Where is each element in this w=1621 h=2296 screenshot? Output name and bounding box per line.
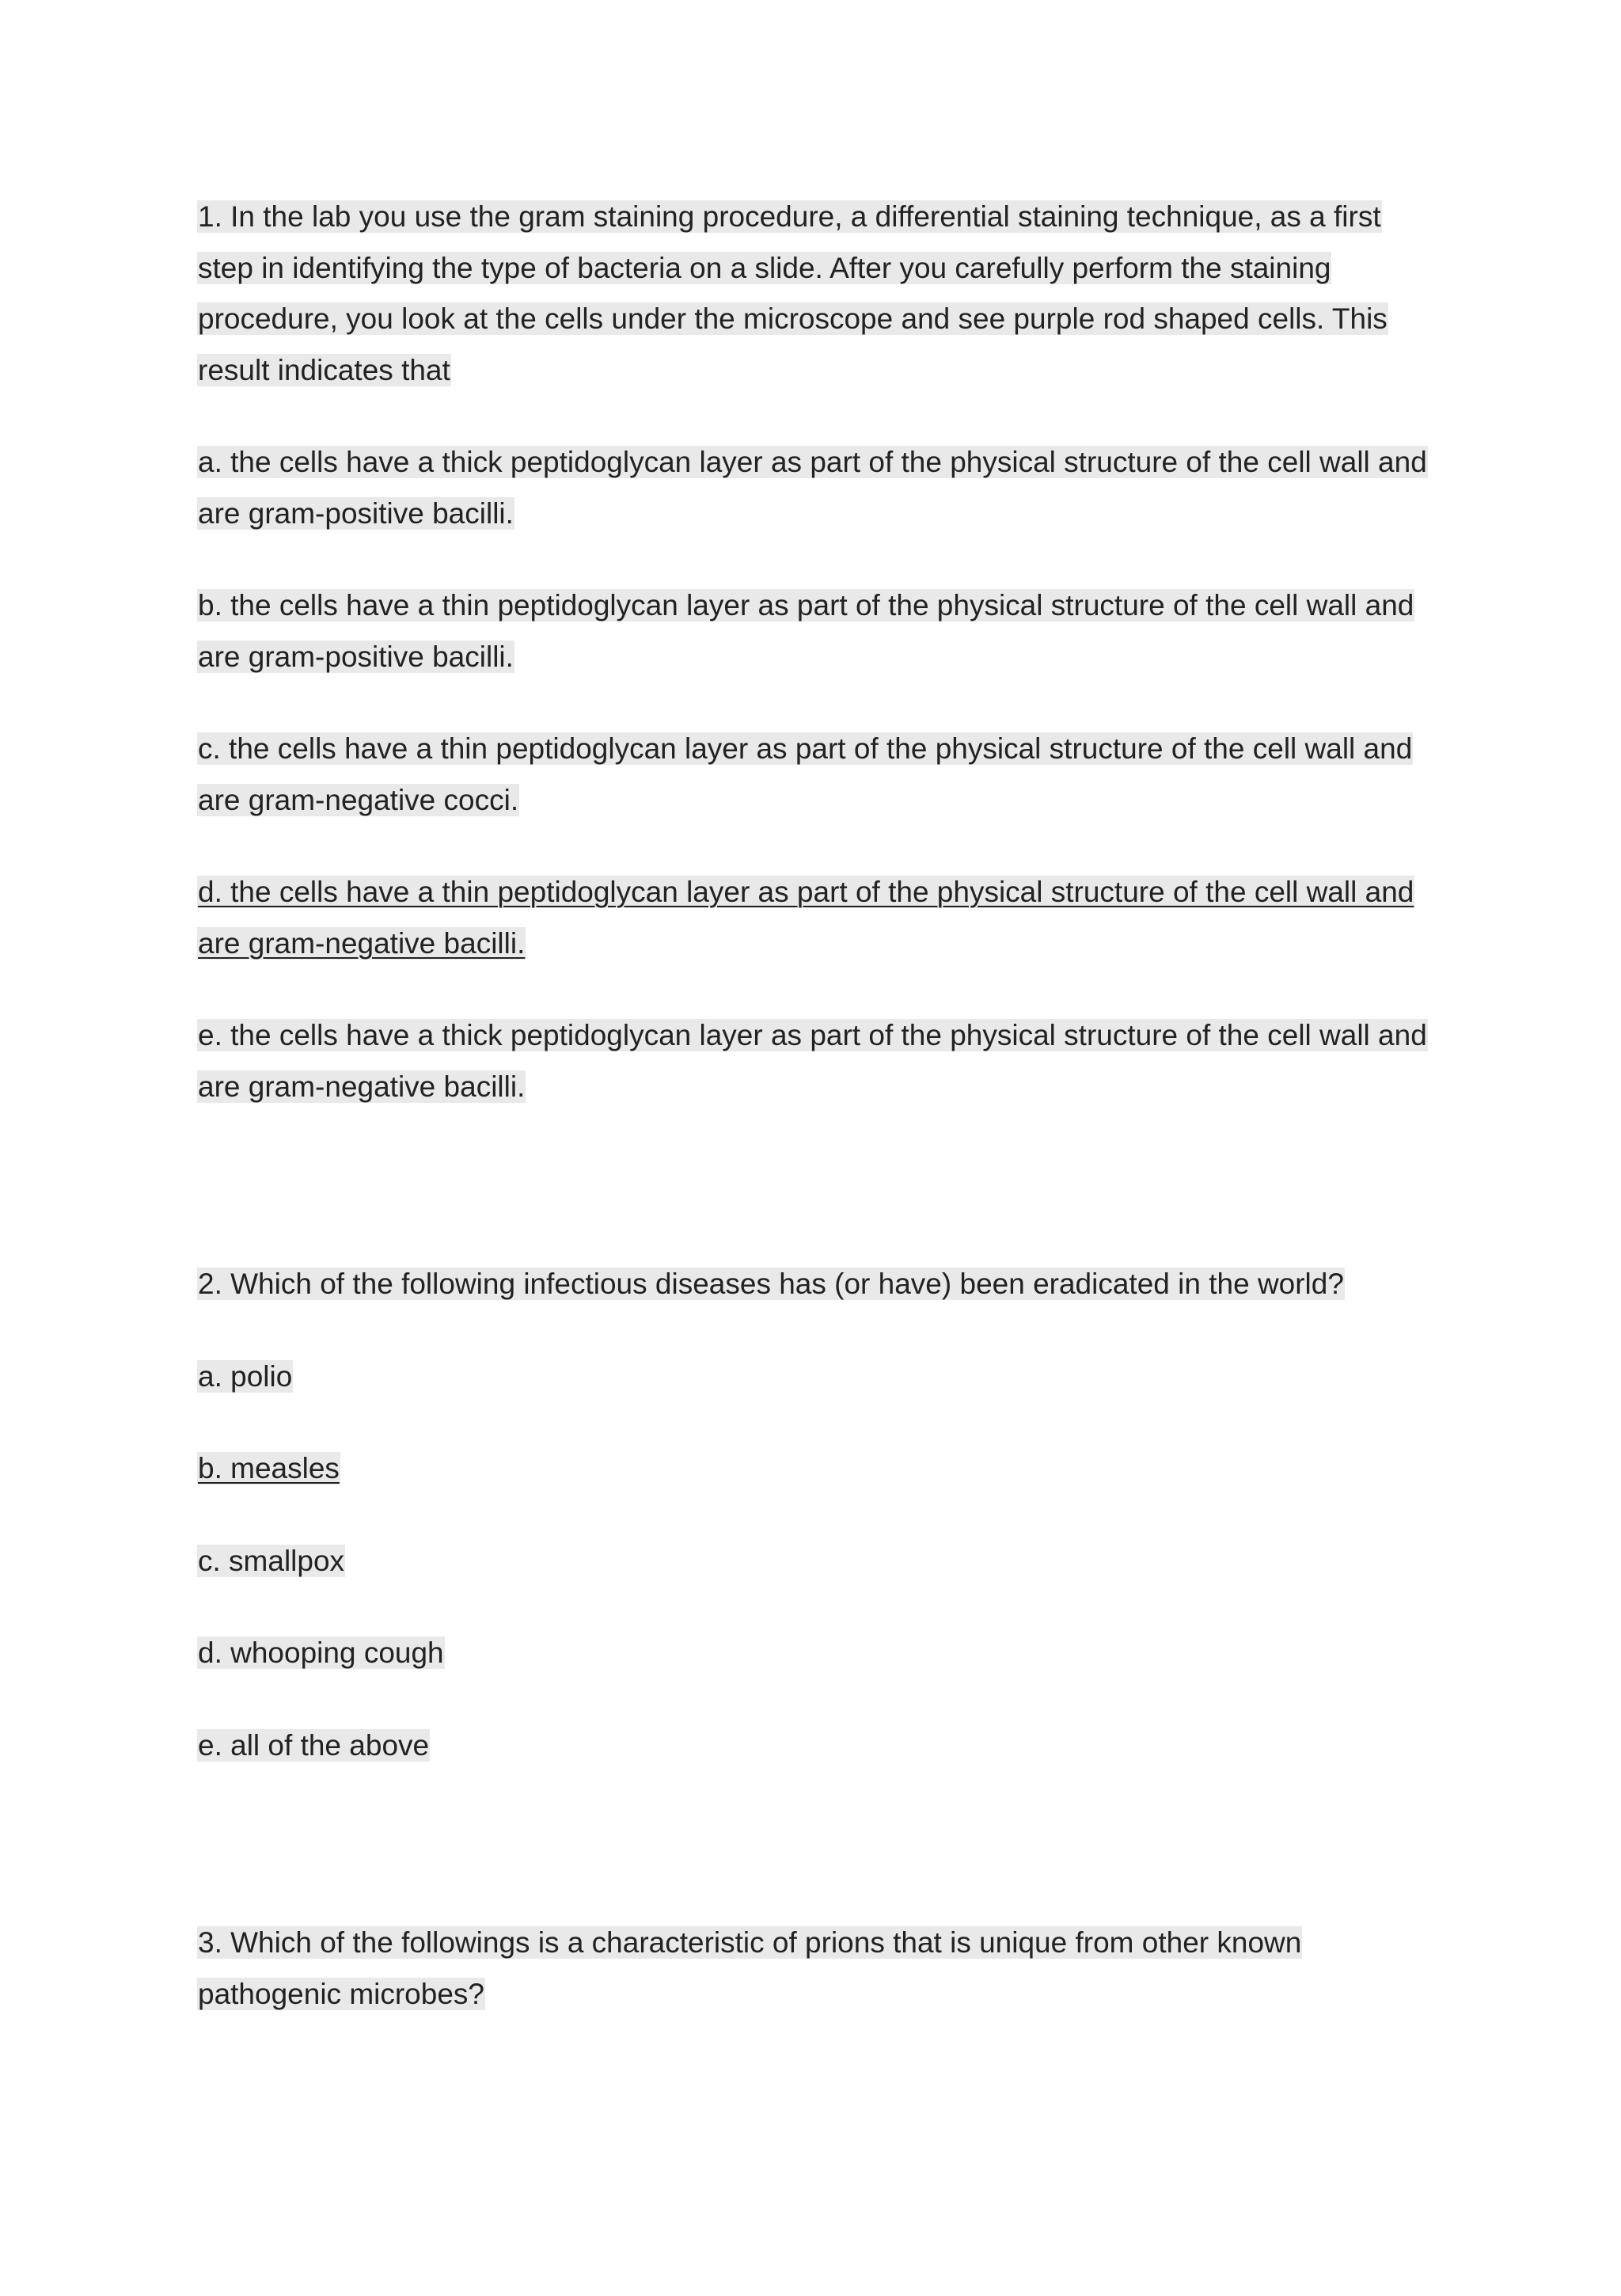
- question-2-option-e: [197, 1720, 1440, 1772]
- question-3-stem-text: 3. Which of the followings is a characteristic of prions that is unique from other known pathogenic microbes?: [198, 1926, 1302, 2010]
- question-2-option-a: [197, 1351, 1440, 1403]
- question-1-stem: [197, 192, 1440, 396]
- option-text: a. the cells have a thick peptidoglycan layer as part of the physical structure of the cell wall and are gram-positive bacilli.: [198, 446, 1427, 530]
- question-2-option-d: [197, 1628, 1440, 1679]
- question-1-stem-text: 1. In the lab you use the gram staining procedure, a differential staining technique, as a first step in identifying the type of bacteria on a slide. After you carefully perform the staining procedure, you look at the cells under the microscope and see purple rod shaped cells. This result indicates that: [198, 200, 1388, 386]
- underlined-answer-text: d. the cells have a thin peptidoglycan layer as part of the physical structure of the cell wall and are gram-negative bacilli.: [198, 876, 1414, 960]
- question-2-stem: [197, 1259, 1440, 1310]
- document-page: [197, 192, 1440, 2020]
- question-2-option-c: [197, 1536, 1440, 1587]
- question-1-option-d-answer: [197, 867, 1440, 969]
- question-1-option-c: [197, 724, 1440, 826]
- question-1-option-a: [197, 437, 1440, 539]
- option-text: b. the cells have a thin peptidoglycan layer as part of the physical structure of the cell wall and are gram-positive bacilli.: [198, 589, 1414, 673]
- option-text: d. whooping cough: [198, 1636, 444, 1669]
- underlined-answer-text: b. measles: [198, 1452, 340, 1484]
- question-3-stem: [197, 1918, 1440, 2020]
- option-text: e. the cells have a thick peptidoglycan layer as part of the physical structure of the cell wall and are gram-negative bacilli.: [198, 1019, 1427, 1103]
- question-1-option-b: [197, 580, 1440, 682]
- option-text: c. the cells have a thin peptidoglycan layer as part of the physical structure of the cell wall and are gram-negative cocci.: [198, 732, 1413, 816]
- option-text: e. all of the above: [198, 1728, 430, 1762]
- option-text: a. polio: [198, 1359, 293, 1393]
- option-text: c. smallpox: [198, 1544, 345, 1577]
- question-2-option-b-answer: [197, 1443, 1440, 1495]
- question-2-stem-text: 2. Which of the following infectious diseases has (or have) been eradicated in the world?: [198, 1268, 1344, 1300]
- question-1-option-e: [197, 1010, 1440, 1112]
